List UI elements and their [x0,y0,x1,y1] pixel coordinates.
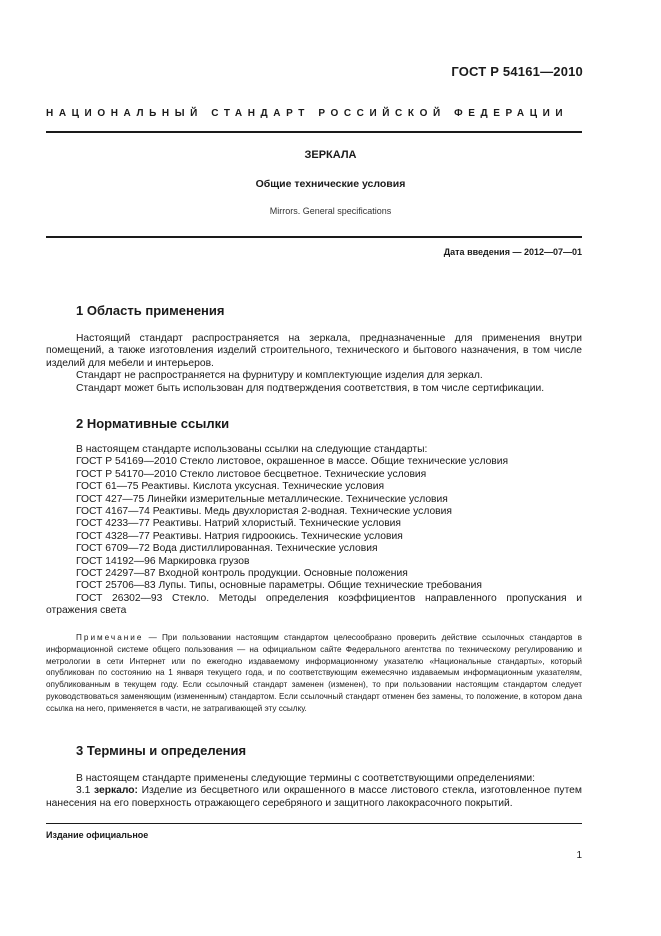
english-title: Mirrors. General specifications [269,206,392,216]
section-2-title: 2 Нормативные ссылки [76,416,230,431]
reference-item: ГОСТ 25706—83 Лупы. Типы, основные параметры. Общие технические требования [76,580,482,592]
document-number: ГОСТ Р 54161—2010 [451,64,583,79]
reference-item: ГОСТ 4328—77 Реактивы. Натрия гидроокись. Технические условия [76,530,403,542]
document-subtitle: Общие технические условия [255,178,406,190]
note-paragraph [46,632,582,715]
note-label: Примечание [76,633,144,642]
section-3-title: 3 Термины и определения [76,743,247,758]
term-definition [46,785,582,810]
section-1-title: 1 Область применения [76,303,225,318]
reference-item: ГОСТ 4233—77 Реактивы. Натрий хлористый. Технические условия [76,518,401,530]
section-1-paragraph: Стандарт может быть использован для подтверждения соответствия, в том числе сертификации. [76,382,545,394]
section-1-paragraph: Стандарт не распространяется на фурнитуру и комплектующие изделия для зеркал. [76,370,483,382]
reference-item: ГОСТ Р 54170—2010 Стекло листовое бесцветное. Технические условия [76,468,427,480]
title-divider [46,236,582,238]
note-text: — При пользовании настоящим стандартом целесообразно проверить действие ссылочных стандартов в информационной системе общего пользования — на официальном сайте Федерального агентства по техническому регулированию и метрологии в сети Интернет или по ежегодно издаваемому информационному указателю «Национальные стандарты», который опубликован по состоянию на 1 января текущего года, и по соответствующим ежемесячно издаваемым информационным указателям, опубликованным в текущем году. Если ссылочный стандарт заменен (изменен), то при пользовании настоящим стандартом следует руководствоваться заменяющим (измененным) стандартом. Если ссылочный стандарт отменен без замены, то положение, в котором дана ссылка на него, применяется в части, не затрагивающей эту ссылку. [46,633,582,713]
document-title: ЗЕРКАЛА [304,149,357,161]
reference-item: ГОСТ 6709—72 Вода дистиллированная. Технические условия [76,543,378,555]
national-standard-heading: НАЦИОНАЛЬНЫЙ СТАНДАРТ РОССИЙСКОЙ ФЕДЕРАЦИИ [46,108,569,119]
reference-note [46,632,582,715]
reference-item: ГОСТ 24297—87 Входной контроль продукции. Основные положения [76,568,408,580]
top-divider [46,131,582,133]
introduction-date: Дата введения — 2012—07—01 [443,247,582,257]
reference-item: ГОСТ 427—75 Линейки измерительные металлические. Технические условия [76,493,448,505]
section-1-paragraph: Настоящий стандарт распространяется на зеркала, предназначенные для применения внутри помещений, а также изготовления изделий строительного, технического и бытового назначения, в том числе изделий для мебели и интерьеров. [46,333,582,369]
reference-item: ГОСТ 26302—93 Стекло. Методы определения коэффициентов направленного пропускания и отражения света [46,592,582,617]
reference-item: ГОСТ 4167—74 Реактивы. Медь двухлористая 2-водная. Технические условия [76,506,452,518]
page-number: 1 [576,850,582,861]
reference-item: ГОСТ 14192—96 Маркировка грузов [76,555,250,567]
reference-item: ГОСТ Р 54169—2010 Стекло листовое, окрашенное в массе. Общие технические условия [76,456,509,468]
term-number: 3.1 [76,785,94,797]
reference-item: ГОСТ 61—75 Реактивы. Кислота уксусная. Технические условия [76,481,385,493]
section-2-body [46,444,582,618]
footer-divider [46,823,582,824]
section-3-body [46,773,582,810]
term-text: Изделие из бесцветного или окрашенного в массе листового стекла, изготовленное путем нанесения на его поверхность отражающего серебряного и защитного лакокрасочного покрытий. [46,785,582,809]
section-2-intro: В настоящем стандарте использованы ссылки на следующие стандарты: [76,444,428,455]
term-name: зеркало: [93,785,138,797]
section-1-body [46,333,582,395]
section-3-intro: В настоящем стандарте применены следующие термины с соответствующими определениями: [76,773,536,784]
official-edition-label: Издание официальное [46,830,149,840]
